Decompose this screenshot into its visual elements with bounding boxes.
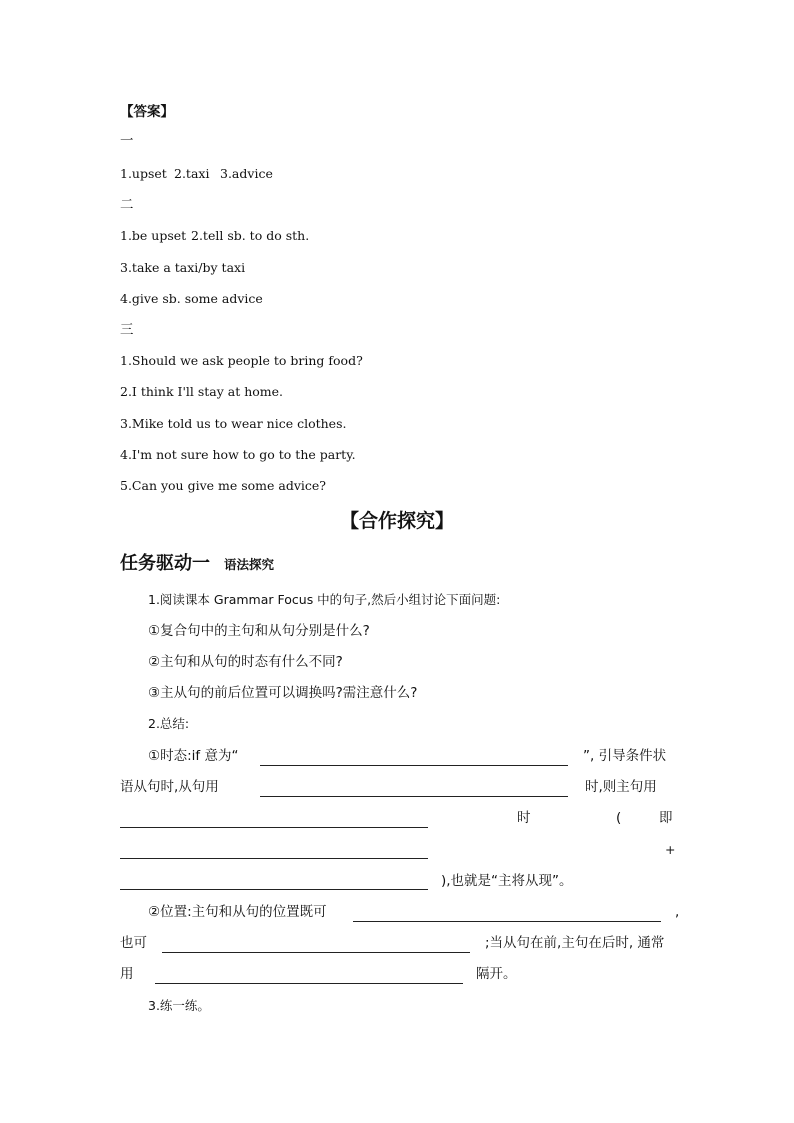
blank-line[interactable]: [155, 983, 463, 984]
task-subtitle: 语法探究: [224, 557, 275, 572]
pos-comma: ,: [675, 904, 680, 920]
section-three-label: 三: [120, 322, 134, 338]
section-two-label: 二: [120, 197, 134, 213]
answer-sentence: 4.I'm not sure how to go to the party.: [120, 447, 356, 462]
separate-word: 隔开。: [476, 966, 517, 982]
instruction-q1: 1.阅读课本 Grammar Focus 中的句子,然后小组讨论下面问题:: [148, 592, 501, 607]
tense-suffix: ”, 引导条件状: [583, 748, 667, 764]
answer-sentence: 2.I think I'll stay at home.: [120, 384, 284, 399]
rule-suffix: ),也就是“主将从现”。: [441, 873, 573, 889]
answer-item: 1.upset: [120, 166, 167, 181]
use-word: 用: [120, 966, 134, 982]
blank-line[interactable]: [260, 796, 568, 797]
answer-item: 2.taxi: [174, 166, 210, 181]
answer-sentence: 1.Should we ask people to bring food?: [120, 353, 363, 368]
instruction-q1b: ②主句和从句的时态有什么不同?: [148, 654, 343, 670]
clause-suffix: 时,则主句用: [585, 779, 657, 795]
answer-item: 2.tell sb. to do sth.: [191, 228, 310, 243]
pos-prefix: ②位置:主句和从句的位置既可: [148, 904, 327, 920]
plus-sign: +: [665, 842, 676, 857]
answer-sentence: 3.Mike told us to wear nice clothes.: [120, 416, 347, 431]
section-one-label: 一: [120, 133, 134, 149]
task-title: 任务驱动一: [120, 553, 210, 574]
answer-sentence: 5.Can you give me some advice?: [120, 478, 327, 493]
also-can: 也可: [120, 935, 147, 951]
answer-item: 3.advice: [220, 166, 273, 181]
instruction-q1c: ③主从句的前后位置可以调换吗?需注意什么?: [148, 685, 418, 701]
ji-word: 即: [659, 810, 673, 826]
blank-line[interactable]: [120, 827, 428, 828]
clause-prefix: 语从句时,从句用: [120, 779, 219, 795]
answer-item: 3.take a taxi/by taxi: [120, 260, 246, 275]
answer-item: 1.be upset: [120, 228, 187, 243]
section-heading: 【合作探究】: [339, 510, 454, 532]
instruction-q1a: ①复合句中的主句和从句分别是什么?: [148, 623, 370, 639]
answer-header: 【答案】: [120, 104, 174, 120]
tense-prefix: ①时态:if 意为“: [148, 748, 239, 764]
practice-label: 3.练一练。: [148, 998, 210, 1013]
blank-line[interactable]: [120, 858, 428, 859]
blank-line[interactable]: [162, 952, 470, 953]
instruction-q2: 2.总结:: [148, 716, 190, 731]
blank-line[interactable]: [120, 889, 428, 890]
paren-open: (: [616, 810, 622, 826]
blank-line[interactable]: [353, 921, 661, 922]
time-word: 时: [517, 810, 531, 826]
pos-mid: ;当从句在前,主句在后时, 通常: [485, 935, 665, 951]
blank-line[interactable]: [260, 765, 568, 766]
answer-item: 4.give sb. some advice: [120, 291, 263, 306]
